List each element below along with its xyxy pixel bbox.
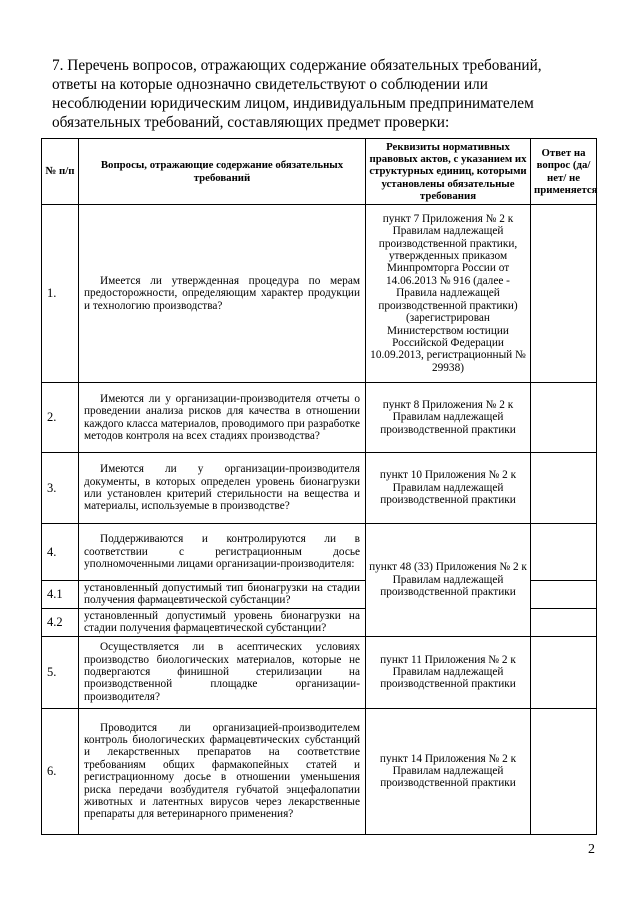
row-requisites: пункт 10 Приложения № 2 к Правилам надлежащей производственной практики — [366, 453, 531, 524]
answer-cell[interactable] — [531, 453, 597, 524]
row-num: 3. — [42, 453, 79, 524]
intro-line: обязательных требований, составляющих предмет проверки: — [52, 114, 450, 131]
row-question: Осуществляется ли в асептических условиях производство биологических материалов, которые не подвергаются финишной стерилизации на производственной площадке организации-производителя? — [79, 636, 366, 708]
header-answer: Ответ на вопрос (да/нет/ не применяется — [531, 139, 597, 205]
intro-line: ответы на которые однозначно свидетельствуют о соблюдении или — [52, 76, 488, 93]
row-num: 6. — [42, 708, 79, 834]
row-question: установленный допустимый тип бионагрузки на стадии получения фармацевтической субстанции? — [79, 581, 366, 609]
header-num: № п/п — [42, 139, 79, 205]
answer-cell[interactable] — [531, 581, 597, 609]
row-question: Имеются ли у организации-производителя отчеты о проведении анализа рисков для качества в отношении каждого класса материалов, проводимого при разработке методов контроля на всех стадиях производства? — [79, 383, 366, 453]
table-row — [42, 524, 597, 581]
table-row — [42, 205, 597, 383]
table-row — [42, 453, 597, 524]
answer-cell[interactable] — [531, 524, 597, 581]
row-question: Имеются ли у организации-производителя документы, в которых определен уровень бионагрузки или установлен критерий стерильности на вещества и материалы, используемые в производстве? — [79, 453, 366, 524]
row-num: 1. — [42, 205, 79, 383]
answer-cell[interactable] — [531, 383, 597, 453]
requirements-table — [41, 138, 597, 835]
table-row — [42, 636, 597, 708]
page-number: 2 — [588, 842, 595, 857]
intro-line: 7. Перечень вопросов, отражающих содержание обязательных требований, — [52, 57, 542, 74]
row-num: 4.1 — [42, 581, 79, 609]
answer-cell[interactable] — [531, 636, 597, 708]
header-question: Вопросы, отражающие содержание обязательных требований — [79, 139, 366, 205]
intro-paragraph — [52, 56, 590, 132]
intro-line: несоблюдении юридическим лицом, индивидуальным предпринимателем — [52, 95, 534, 112]
answer-cell[interactable] — [531, 608, 597, 636]
table-row — [42, 383, 597, 453]
row-requisites: пункт 7 Приложения № 2 к Правилам надлежащей производственной практики, утвержденных приказом Минпромторга России от 14.06.2013 № 916 (далее - Правила надлежащей производственной практики) (зарегистрирован Министерством юстиции Российской Федерации 10.09.2013, регистрационный № 29938) — [366, 205, 531, 383]
row-num: 2. — [42, 383, 79, 453]
row-question: Имеется ли утвержденная процедура по мерам предосторожности, определяющим характер продукции и технологию производства? — [79, 205, 366, 383]
row-requisites: пункт 8 Приложения № 2 к Правилам надлежащей производственной практики — [366, 383, 531, 453]
row-question: установленный допустимый уровень бионагрузки на стадии получения фармацевтической субстанции? — [79, 608, 366, 636]
row-question: Проводится ли организацией-производителем контроль биологических фармацевтических субстанций и лекарственных препаратов на соответствие требованиям общих фармакопейных статей и регистрационному досье в отношении уменьшения риска передачи возбудителя губчатой энцефалопатии животных и латентных вирусов через лекарственные препараты для ветеринарного применения? — [79, 708, 366, 834]
row-requisites: пункт 48 (33) Приложения № 2 к Правилам надлежащей производственной практики — [366, 524, 531, 637]
row-question: Поддерживаются и контролируются ли в соответствии с регистрационным досье уполномоченными лицами организации-производителя: — [79, 524, 366, 581]
table-header-row — [42, 139, 597, 205]
row-requisites: пункт 14 Приложения № 2 к Правилам надлежащей производственной практики — [366, 708, 531, 834]
row-num: 4. — [42, 524, 79, 581]
answer-cell[interactable] — [531, 205, 597, 383]
row-num: 4.2 — [42, 608, 79, 636]
table-row — [42, 708, 597, 834]
answer-cell[interactable] — [531, 708, 597, 834]
row-num: 5. — [42, 636, 79, 708]
row-requisites: пункт 11 Приложения № 2 к Правилам надлежащей производственной практики — [366, 636, 531, 708]
header-requisites: Реквизиты нормативных правовых актов, с указанием их структурных единиц, которыми установлены обязательные требования — [366, 139, 531, 205]
